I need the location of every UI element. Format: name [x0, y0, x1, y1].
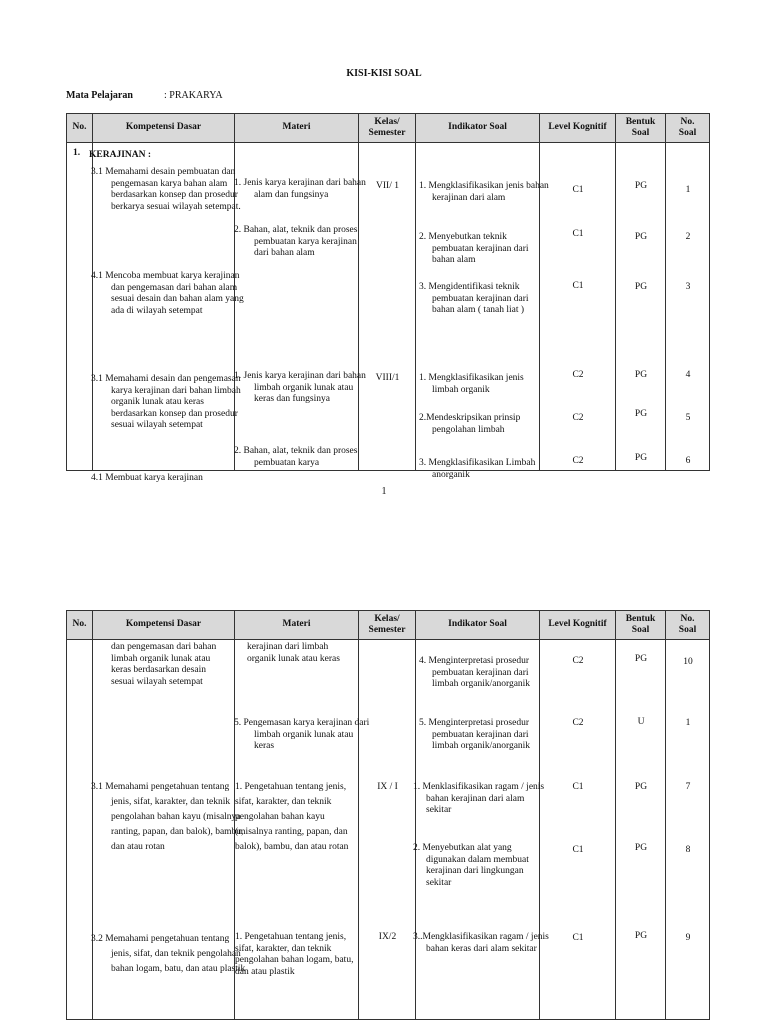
cell-kompetensi-dasar	[89, 143, 244, 483]
bentuk-value: PG	[634, 931, 648, 941]
nosoal-value: 10	[683, 657, 693, 667]
bentuk-value: PG	[634, 282, 648, 292]
materi-item: kerajinan dari limbah organik lunak atau keras	[247, 642, 340, 664]
kd-item: 4.1 Mencoba membuat karya kerajinan dan pengemasan dari bahan alam sesuai desain dan bahan alam yang ada di wilayah setempat	[91, 271, 244, 316]
materi-item: 2. Bahan, alat, teknik dan proses pembuatan karya	[234, 446, 358, 468]
bentuk-value: PG	[634, 843, 648, 853]
header-bentuk-soal: Bentuk Soal	[616, 611, 666, 640]
kd-item: 4.1 Membuat karya kerajinan	[91, 473, 203, 483]
bentuk-value: PG	[634, 654, 648, 664]
header-materi: Materi	[235, 114, 359, 143]
kelas-value: VIII/1	[375, 373, 400, 383]
bentuk-value: PG	[634, 782, 648, 792]
table-row	[67, 143, 710, 471]
header-no: No.	[67, 114, 93, 143]
header-indikator-soal: Indikator Soal	[416, 611, 540, 640]
indikator-item: 3..Mengklasifikasikan ragam / jenis bahan keras dari alam sekitar	[413, 932, 549, 954]
level-value: C2	[572, 370, 584, 380]
header-kompetensi-dasar: Kompetensi Dasar	[93, 114, 235, 143]
indikator-item: 1. Mengklasifikasikan jenis limbah organik	[419, 373, 524, 395]
header-level-kognitif: Level Kognitif	[540, 114, 616, 143]
bentuk-value: PG	[634, 232, 648, 242]
indikator-item: 2. Menyebutkan teknik pembuatan kerajinan dari bahan alam	[419, 232, 529, 265]
section-heading: KERAJINAN :	[89, 150, 152, 160]
cell-materi	[234, 143, 366, 471]
kelas-value: VII/ 1	[376, 181, 399, 191]
cell-kelas-semester	[359, 143, 416, 471]
header-indikator-soal: Indikator Soal	[416, 114, 540, 143]
bentuk-value: PG	[634, 181, 648, 191]
cell-kompetensi-dasar	[91, 640, 246, 1020]
level-value: C2	[572, 413, 584, 423]
subject-label: Mata Pelajaran	[66, 90, 133, 101]
indikator-item: 2. Menyebutkan alat yang digunakan dalam membuat kerajinan dari lingkungan sekitar	[413, 843, 529, 888]
cell-bentuk-soal	[616, 640, 666, 1020]
level-value: C2	[572, 656, 584, 666]
bentuk-value: PG	[634, 453, 648, 463]
indikator-item: 1. Menklasifikasikan ragam / jenis bahan kerajinan dari alam sekitar	[413, 782, 545, 815]
nosoal-value: 9	[685, 933, 691, 943]
header-kelas-semester: Kelas/ Semester	[359, 114, 416, 143]
materi-item: 1. Jenis karya kerajinan dari bahan limbah organik lunak atau keras dan fungsinya	[234, 371, 366, 404]
header-no: No.	[67, 611, 93, 640]
header-no-soal: No. Soal	[666, 114, 710, 143]
document-title: KISI-KISI SOAL	[346, 68, 422, 79]
header-materi: Materi	[235, 611, 359, 640]
cell-materi	[234, 640, 370, 1020]
row-number: 1.	[73, 148, 81, 158]
cell-kelas-semester	[359, 640, 416, 1020]
kd-item: 3.2 Memahami pengetahuan tentang jenis, sifat, dan teknik pengolahan bahan logam, batu, dan atau plastik	[91, 934, 246, 974]
kelas-value: IX / I	[377, 782, 398, 792]
cell-no	[67, 143, 93, 471]
indikator-item: 5. Menginterpretasi prosedur pembuatan kerajinan dari limbah organik/anorganik	[419, 718, 531, 751]
materi-item: 1. Pengetahuan tentang jenis, sifat, karakter, dan teknik pengolahan bahan logam, batu, dan atau plastik	[235, 932, 354, 977]
table-header-row	[67, 611, 710, 640]
level-value: C1	[572, 782, 584, 792]
cell-no	[67, 640, 93, 1020]
level-value: C2	[572, 718, 584, 728]
nosoal-value: 3	[685, 282, 691, 292]
page-number: 1	[381, 486, 387, 497]
header-level-kognitif: Level Kognitif	[540, 611, 616, 640]
kd-item: 3.1 Memahami desain pembuatan dan pengemasan karya bahan alam berdasarkan konsep dan prosedur berkarya sesuai wilayah setempat.	[91, 167, 241, 212]
table-header-row	[67, 114, 710, 143]
kelas-value: IX/2	[378, 932, 397, 942]
table-row	[67, 640, 710, 1020]
subject-line	[66, 90, 223, 101]
kd-item: 3.1 Memahami pengetahuan tentang jenis, sifat, karakter, dan teknik pengolahan bahan kayu (misalnya ranting, papan, dan balok), bambu, dan atau rotan	[91, 782, 244, 852]
nosoal-value: 1	[685, 718, 691, 728]
level-value: C1	[572, 229, 584, 239]
materi-item: 2. Bahan, alat, teknik dan proses pembuatan karya kerajinan dari bahan alam	[234, 225, 358, 258]
nosoal-value: 7	[685, 782, 691, 792]
level-value: C1	[572, 933, 584, 943]
header-kompetensi-dasar: Kompetensi Dasar	[93, 611, 235, 640]
grid-table-page-1	[66, 113, 710, 483]
cell-level-kognitif	[540, 640, 616, 1020]
cell-indikator-soal	[416, 143, 549, 480]
grid-table-page-2	[66, 610, 710, 1020]
kd-item: 3.1 Memahami desain dan pengemasan karya kerajinan dari bahan limbah organik lunak atau keras berdasarkan konsep dan prosedur sesuai wilayah setempat	[91, 374, 241, 430]
header-kelas-semester: Kelas/ Semester	[359, 611, 416, 640]
nosoal-value: 6	[685, 456, 691, 466]
level-value: C1	[572, 845, 584, 855]
level-value: C1	[572, 185, 584, 195]
nosoal-value: 4	[685, 370, 691, 380]
header-bentuk-soal: Bentuk Soal	[616, 114, 666, 143]
indikator-item: 3. Mengidentifikasi teknik pembuatan kerajinan dari bahan alam ( tanah liat )	[419, 282, 529, 315]
cell-indikator-soal	[413, 640, 549, 1020]
cell-no-soal	[666, 143, 710, 471]
indikator-item: 1. Mengklasifikasikan jenis bahan kerajinan dari alam	[419, 181, 549, 203]
materi-item: 5. Pengemasan karya kerajinan dari limbah organik lunak atau keras	[234, 718, 370, 751]
indikator-item: 4. Menginterpretasi prosedur pembuatan kerajinan dari limbah organik/anorganik	[419, 656, 531, 689]
bentuk-value: U	[637, 717, 645, 727]
bentuk-value: PG	[634, 409, 648, 419]
subject-value: : PRAKARYA	[164, 90, 223, 101]
materi-item: 1. Pengetahuan tentang jenis, sifat, karakter, dan teknik pengolahan bahan kayu (misalnya ranting, papan, dan balok), bambu, dan atau rotan	[235, 782, 349, 852]
kd-item: dan pengemasan dari bahan limbah organik lunak atau keras berdasarkan desain sesuai wilayah setempat	[111, 642, 217, 687]
cell-level-kognitif	[540, 143, 616, 471]
materi-item: 1. Jenis karya kerajinan dari bahan alam dan fungsinya	[234, 178, 366, 200]
cell-no-soal	[666, 640, 710, 1020]
nosoal-value: 5	[685, 413, 691, 423]
header-no-soal: No. Soal	[666, 611, 710, 640]
nosoal-value: 2	[685, 232, 691, 242]
bentuk-value: PG	[634, 370, 648, 380]
level-value: C2	[572, 456, 584, 466]
nosoal-value: 1	[685, 185, 691, 195]
level-value: C1	[572, 281, 584, 291]
indikator-item: 2.Mendeskripsikan prinsip pengolahan limbah	[419, 413, 521, 435]
cell-bentuk-soal	[616, 143, 666, 471]
nosoal-value: 8	[685, 845, 691, 855]
page-gap	[0, 540, 768, 608]
indikator-item: 3. Mengklasifikasikan Limbah anorganik	[419, 458, 536, 480]
